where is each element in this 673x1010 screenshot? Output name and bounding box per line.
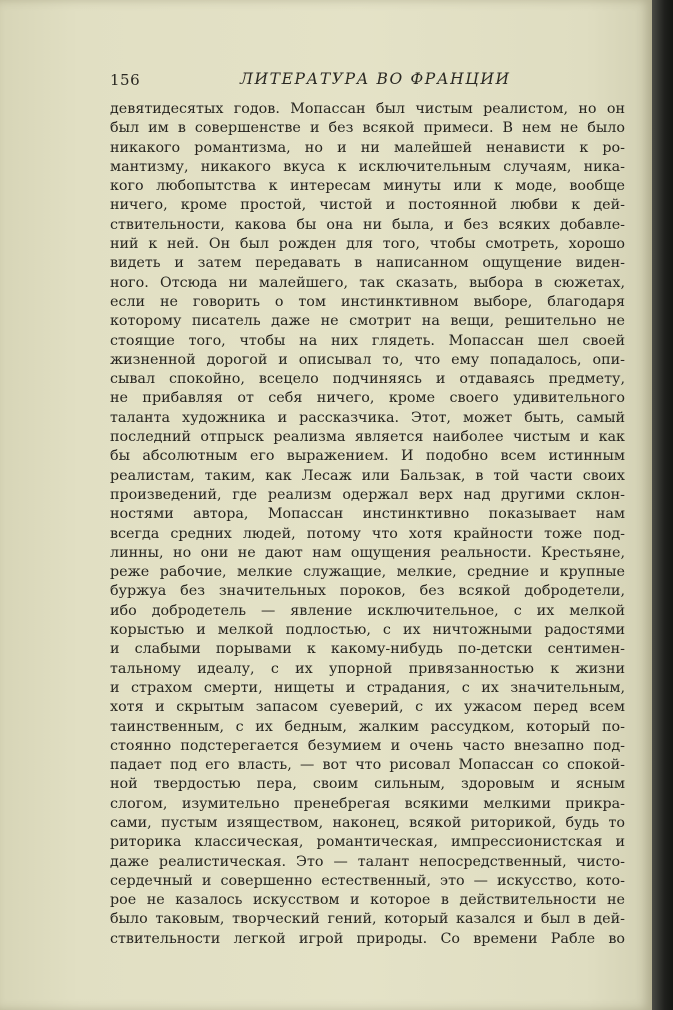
text-line: ний к ней. Он был рожден для того, чтобы смотреть, хорошо bbox=[110, 236, 625, 253]
text-line: падает под его власть, — вот что рисовал Мопассан со спокой- bbox=[110, 757, 625, 774]
text-line: произведений, где реализм одержал верх над другими склон- bbox=[110, 486, 625, 503]
text-line: рое не казалось искусством и которое в действительности не bbox=[110, 892, 625, 909]
text-line: реалистам, таким, как Лесаж или Бальзак, в той части своих bbox=[110, 467, 625, 484]
text-line: и слабыми порывами к какому-нибудь по-детски сентимен- bbox=[110, 641, 625, 658]
text-line: ничего, кроме простой, чистой и постоянной любви к дей- bbox=[110, 197, 625, 214]
text-line: и страхом смерти, нищеты и страдания, с их значительным, bbox=[110, 679, 625, 696]
text-line: всегда средних людей, потому что хотя крайности тоже под- bbox=[110, 525, 625, 542]
page-header bbox=[110, 70, 630, 92]
text-line: было таковым, творческий гений, который казался и был в дей- bbox=[110, 911, 625, 928]
text-line: которому писатель даже не смотрит на вещи, решительно не bbox=[110, 313, 625, 330]
text-line: девятидесятых годов. Мопассан был чистым реалистом, но он bbox=[110, 101, 625, 117]
text-line: буржуа без значительных пороков, без всякой добродетели, bbox=[110, 583, 625, 600]
text-line: даже реалистическая. Это — талант непосредственный, чисто- bbox=[110, 853, 625, 870]
text-line: видеть и затем передавать в написанном ощущение виден- bbox=[110, 255, 625, 272]
text-line: ствительности, какова бы она ни была, и без всяких добавле- bbox=[110, 216, 625, 233]
text-line: никакого романтизма, но и ни малейшей ненависти к ро- bbox=[110, 139, 625, 156]
text-line: кого любопытства к интересам минуты или к моде, вообще bbox=[110, 178, 625, 195]
text-line: хотя и скрытым запасом суеверий, с их ужасом перед всем bbox=[110, 699, 625, 716]
text-line: таинственным, с их бедным, жалким рассудком, который по- bbox=[110, 718, 625, 735]
text-line: бы абсолютным его выражением. И подобно всем истинным bbox=[110, 448, 625, 465]
text-line: тальному идеалу, с их упорной привязанностью к жизни bbox=[110, 660, 625, 677]
text-line: реже рабочие, мелкие служащие, мелкие, средние и крупные bbox=[110, 564, 625, 581]
text-line: ностями автора, Мопассан инстинктивно показывает нам bbox=[110, 506, 625, 523]
text-line: риторика классическая, романтическая, импрессионистская и bbox=[110, 834, 625, 851]
text-line: ствительности легкой игрой природы. Со времени Рабле во bbox=[110, 930, 625, 947]
text-line: если не говорить о том инстинктивном выборе, благодаря bbox=[110, 293, 625, 310]
text-line: стоящие того, чтобы на них глядеть. Мопассан шел своей bbox=[110, 332, 625, 349]
text-line: стоянно подстерегается безумием и очень часто внезапно под- bbox=[110, 737, 625, 754]
text-line: ибо добродетель — явление исключительное, с их мелкой bbox=[110, 602, 625, 619]
text-line: последний отпрыск реализма является наиболее чистым и как bbox=[110, 429, 625, 446]
text-line: сывал спокойно, всецело подчиняясь и отдаваясь предмету, bbox=[110, 371, 625, 388]
page-edge-shadow bbox=[652, 0, 673, 1010]
text-line: таланта художника и рассказчика. Этот, может быть, самый bbox=[110, 409, 625, 426]
text-line: сами, пустым изяществом, наконец, всякой риторикой, будь то bbox=[110, 814, 625, 831]
text-line: ного. Отсюда ни малейшего, так сказать, выбора в сюжетах, bbox=[110, 274, 625, 291]
text-line: слогом, изумительно пренебрегая всякими мелкими прикра- bbox=[110, 795, 625, 812]
text-line: сердечный и совершенно естественный, это — искусство, кото- bbox=[110, 872, 625, 889]
text-line: не прибавляя от себя ничего, кроме своего удивительного bbox=[110, 390, 625, 407]
text-line: мантизму, никакого вкуса к исключительным случаям, ника- bbox=[110, 158, 625, 175]
running-title: ЛИТЕРАТУРА ВО ФРАНЦИИ bbox=[240, 70, 511, 88]
text-line: был им в совершенстве и без всякой примеси. В нем не было bbox=[110, 120, 625, 137]
body-text bbox=[110, 100, 625, 949]
text-line: линны, но они не дают нам ощущения реальности. Крестьяне, bbox=[110, 544, 625, 561]
text-line: жизненной дорогой и описывал то, что ему попадалось, опи- bbox=[110, 351, 625, 368]
text-line: корыстью и мелкой подлостью, с их ничтожными радостями bbox=[110, 622, 625, 639]
page-number: 156 bbox=[110, 71, 141, 89]
text-line: ной твердостью пера, своим сильным, здоровым и ясным bbox=[110, 776, 625, 793]
